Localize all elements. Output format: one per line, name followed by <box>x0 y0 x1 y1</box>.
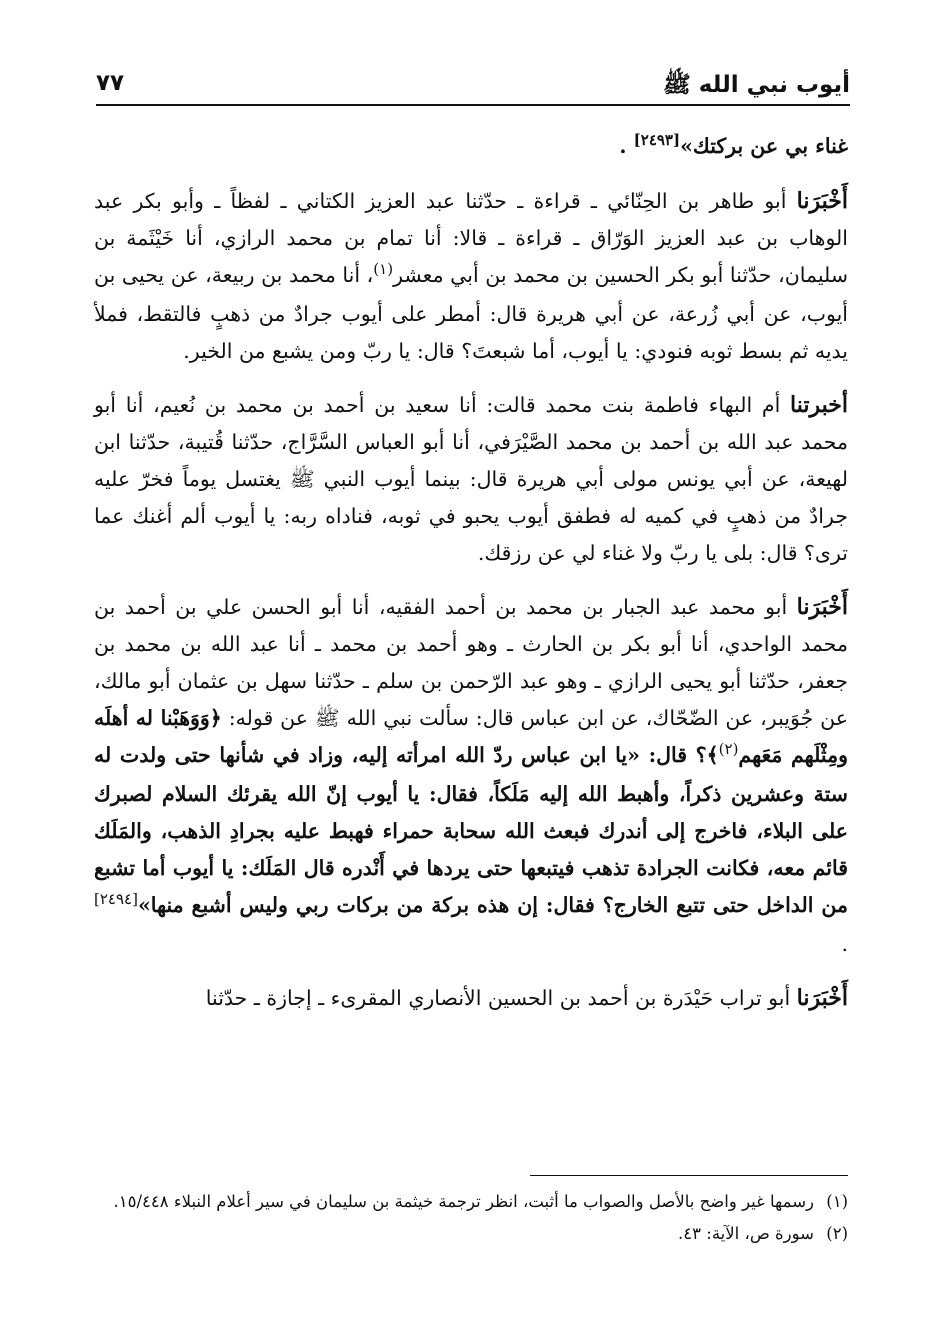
paragraph-tail: . <box>619 134 627 158</box>
footnote-item <box>94 1220 848 1248</box>
footnote-text: رسمها غير واضح بالأصل والصواب ما أثبت، انظر ترجمة خيثمة بن سليمان في سير أعلام النبلاء ١٥/٤٤٨. <box>113 1192 814 1211</box>
paragraph-text: أم البهاء فاطمة بنت محمد قالت: أنا سعيد بن أحمد بن محمد بن نُعيم، أنا أبو محمد عبد الله بن أحمد بن محمد الصَّيْرَفي، أنا أبو العباس السَّرَّاج، حدّثنا قُتيبة، حدّثنا ابن لهيعة، عن أبي يونس مولى أبي هريرة قال: بينما أيوب النبي ﷺ يغتسل يوماً فخرّ عليه جرادٌ من ذهبٍ في كميه له فطفق أيوب يحبو في ثوبه، فناداه ربه: يا أيوب ألم أغنك عما ترى؟ قال: بلى يا ربّ ولا غناء لي عن رزقك. <box>94 393 848 565</box>
paragraph-lead-word: أَخْبَرَنا <box>796 594 848 620</box>
page-number: ٧٧ <box>96 70 125 96</box>
quran-verse: ﴿وَوَهَبْنا له أهلَه ومِثْلَهم مَعَهم <box>94 706 848 767</box>
footnote-number: (١) <box>826 1192 848 1211</box>
paragraph-hadith <box>94 183 848 370</box>
paragraph-text: أبو تراب حَيْدَرة بن أحمد بن الحسين الأنصاري المقرىء ـ إجازة ـ حدّثنا <box>205 986 797 1010</box>
hadith-number: [٢٤٩٤] <box>94 890 138 908</box>
paragraph-text: أبو طاهر بن الحِنّائي ـ قراءة ـ حدّثنا عبد العزيز الكتاني ـ لفظاً ـ وأبو بكر عبد الوهاب بن عبد العزيز الوَرّاق ـ قراءة ـ قالا: أنا تمام بن محمد الرازي، أنا خَيْثَمة بن سليمان، حدّثنا أبو بكر الحسين بن محمد بن أبي معشر <box>94 189 849 287</box>
footnote-item <box>94 1188 848 1216</box>
paragraph-lead-word: أَخْبَرَنا <box>796 188 848 214</box>
footnote-marker: (١) <box>373 260 394 278</box>
footnote-rule <box>530 1175 848 1176</box>
paragraph-continuation <box>94 128 848 167</box>
running-title: أيوب نبي الله ﷺ <box>662 72 850 98</box>
paragraph-hadith <box>94 980 848 1017</box>
footnote-text: سورة ص، الآية: ٤٣. <box>678 1224 814 1243</box>
paragraph-text: أبو محمد عبد الجبار بن محمد بن أحمد الفقيه، أنا أبو الحسن علي بن أحمد بن محمد الواحدي، أنا أبو بكر بن الحارث ـ وهو أحمد بن محمد ـ أنا عبد الله بن محمد بن جعفر، حدّثنا أبو يحيى الرازي ـ وهو عبد الرّحمن بن سلم ـ حدّثنا سهل بن عثمان أبو مالك، عن جُوَيبر، عن الضّحّاك، عن ابن عباس قال: سألت نبي الله ﷺ عن قوله: <box>94 595 848 730</box>
paragraph-text-continued: ، أنا محمد بن ربيعة، عن يحيى بن أيوب، عن أبي زُرعة، عن أبي هريرة قال: أمطر على أيوب جرادٌ من ذهبٍ فالتقط، فملأ يديه ثم بسط ثوبه فنودي: يا أيوب، أما شبعتَ؟ قال: يا ربّ ومن يشبع من الخير. <box>94 263 848 363</box>
quran-verse-close: ﴾ <box>706 743 719 767</box>
paragraph-hadith <box>94 387 848 572</box>
paragraph-lead-word: أَخْبَرَنا <box>796 985 848 1011</box>
footnote-marker: (٢) <box>718 740 739 758</box>
running-header <box>96 62 850 106</box>
main-text <box>94 128 848 1034</box>
header-rule <box>96 104 850 106</box>
footnote-number: (٢) <box>826 1224 848 1243</box>
footnotes <box>94 1188 848 1252</box>
hadith-number: [٢٤٩٣] <box>633 131 681 149</box>
paragraph-text-continued: ؟ قال: «يا ابن عباس ردّ الله امرأته إليه، وزاد في شأنها حتى ولدت له ستة وعشرين ذكراً، وأهبط الله إليه مَلَكاً، فقال: يا أيوب إنّ الله يقرئك السلام لصبرك على البلاء، فاخرج إلى أندرك فبعث الله سحابة حمراء فهبط عليه بجرادِ الذهب، والمَلَك قائم معه، فكانت الجرادة تذهب فيتبعها حتى يردها في أَنْدره قال المَلَك: يا أيوب أما تشبع من الداخل حتى تتبع الخارج؟ فقال: إن هذه بركة من بركات ربي وليس أشبع منها» <box>94 743 848 917</box>
paragraph-text: غناء بي عن بركتك» <box>680 134 848 158</box>
paragraph-hadith <box>94 589 848 963</box>
paragraph-tail: . <box>841 932 848 956</box>
paragraph-lead-word: أخبرتنا <box>790 392 848 418</box>
